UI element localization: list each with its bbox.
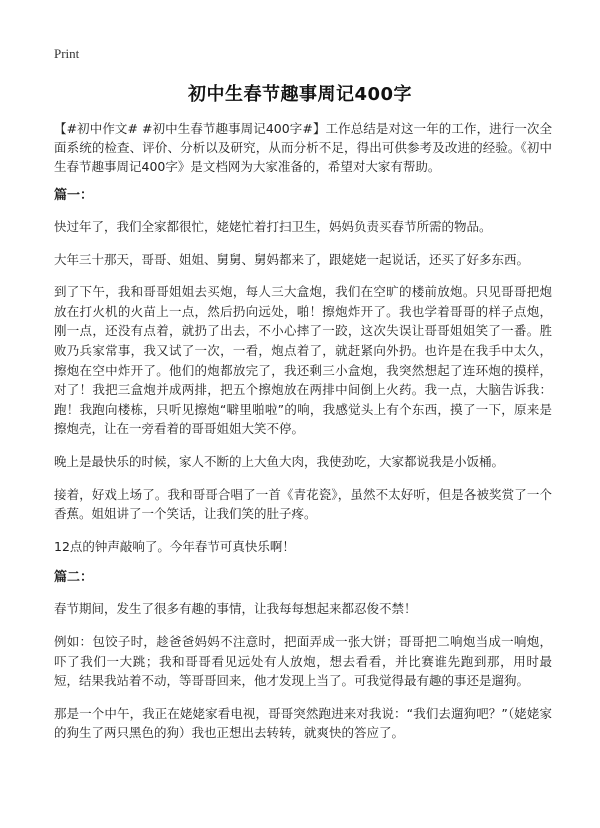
- paragraph: 12点的钟声敲响了。今年春节可真快乐啊！: [54, 538, 295, 554]
- paragraph: 晚上是最快乐的时候，家人不断的上大鱼大肉，我使劲吃，大家都说我是小饭桶。: [54, 453, 505, 469]
- paragraph: 快过年了，我们全家都很忙，姥姥忙着打扫卫生，妈妈负责买春节所需的物品。: [54, 219, 492, 234]
- page-title: 初中生春节趣事周记400字: [187, 84, 413, 105]
- paragraph: 那是一个中午，我正在姥姥家看电视，哥哥突然跑进来对我说：“我们去遛狗吧？”（姥姥家的狗生了两只黑色的狗）我也正想出去转转，就爽快的答应了。: [54, 705, 552, 741]
- intro-paragraph: 【#初中作文# #初中生春节趣事周记400字#】工作总结是对这一年的工作，进行一次全面系统的检查、评价、分析以及研究，从而分析不足，得出可供参考及改进的经验。《初中生春节趣事周记400字》是文档网为大家准备的，希望对大家有帮助。: [54, 121, 552, 174]
- paragraph: 例如：包饺子时，趁爸爸妈妈不注意时，把面弄成一张大饼；哥哥把二响炮当成一响炮，吓了我们一大跳；我和哥哥看见远处有人放炮，想去看看，并比赛谁先跑到那，用时最短，结果我站着不动，等哥哥回来，他才发现上当了。可我觉得最有趣的事还是遛狗。: [54, 633, 552, 689]
- section-heading-2: 篇二：: [54, 570, 94, 586]
- paragraph: 大年三十那天，哥哥、姐姐、舅舅、舅妈都来了，跟姥姥一起说话，还买了好多东西。: [54, 251, 530, 267]
- article-body: [54, 119, 552, 756]
- paragraph: 春节期间，发生了很多有趣的事情，让我每每想起来都忍俊不禁！: [54, 601, 417, 617]
- section-heading-1: 篇一：: [54, 188, 94, 203]
- paragraph: 接着，好戏上场了。我和哥哥合唱了一首《青花瓷》，虽然不太好听，但是各被奖赏了一个香蕉。姐姐讲了一个笑话，让我们笑的肚子疼。: [54, 486, 552, 522]
- print-link[interactable]: Print: [54, 46, 80, 61]
- paragraph: 到了下午，我和哥哥姐姐去买炮，每人三大盒炮，我们在空旷的楼前放炮。只见哥哥把炮放在打火机的火苗上一点，然后扔向远处，啪！擦炮炸开了。我也学着哥哥的样子点炮，刚一点，还没有点着，就扔了出去，不小心摔了一跤，这次失误让哥哥姐姐笑了一番。胜败乃兵家常事，我又试了一次，一看，炮点着了，就赶紧向外扔。也许是在我手中太久，擦炮在空中炸开了。他们的炮都放完了，我还剩三小盒炮，我突然想起了连环炮的摸样，对了！我把三盒炮并成两排，把五个擦炮放在两排中间倒上火药。我一点，大脑告诉我：跑！我跑向楼栋，只听见擦炮“噼里啪啦”的响，我感觉头上有个东西，摸了一下，原来是擦炮壳，让在一旁看着的哥哥姐姐大笑不停。: [54, 284, 552, 437]
